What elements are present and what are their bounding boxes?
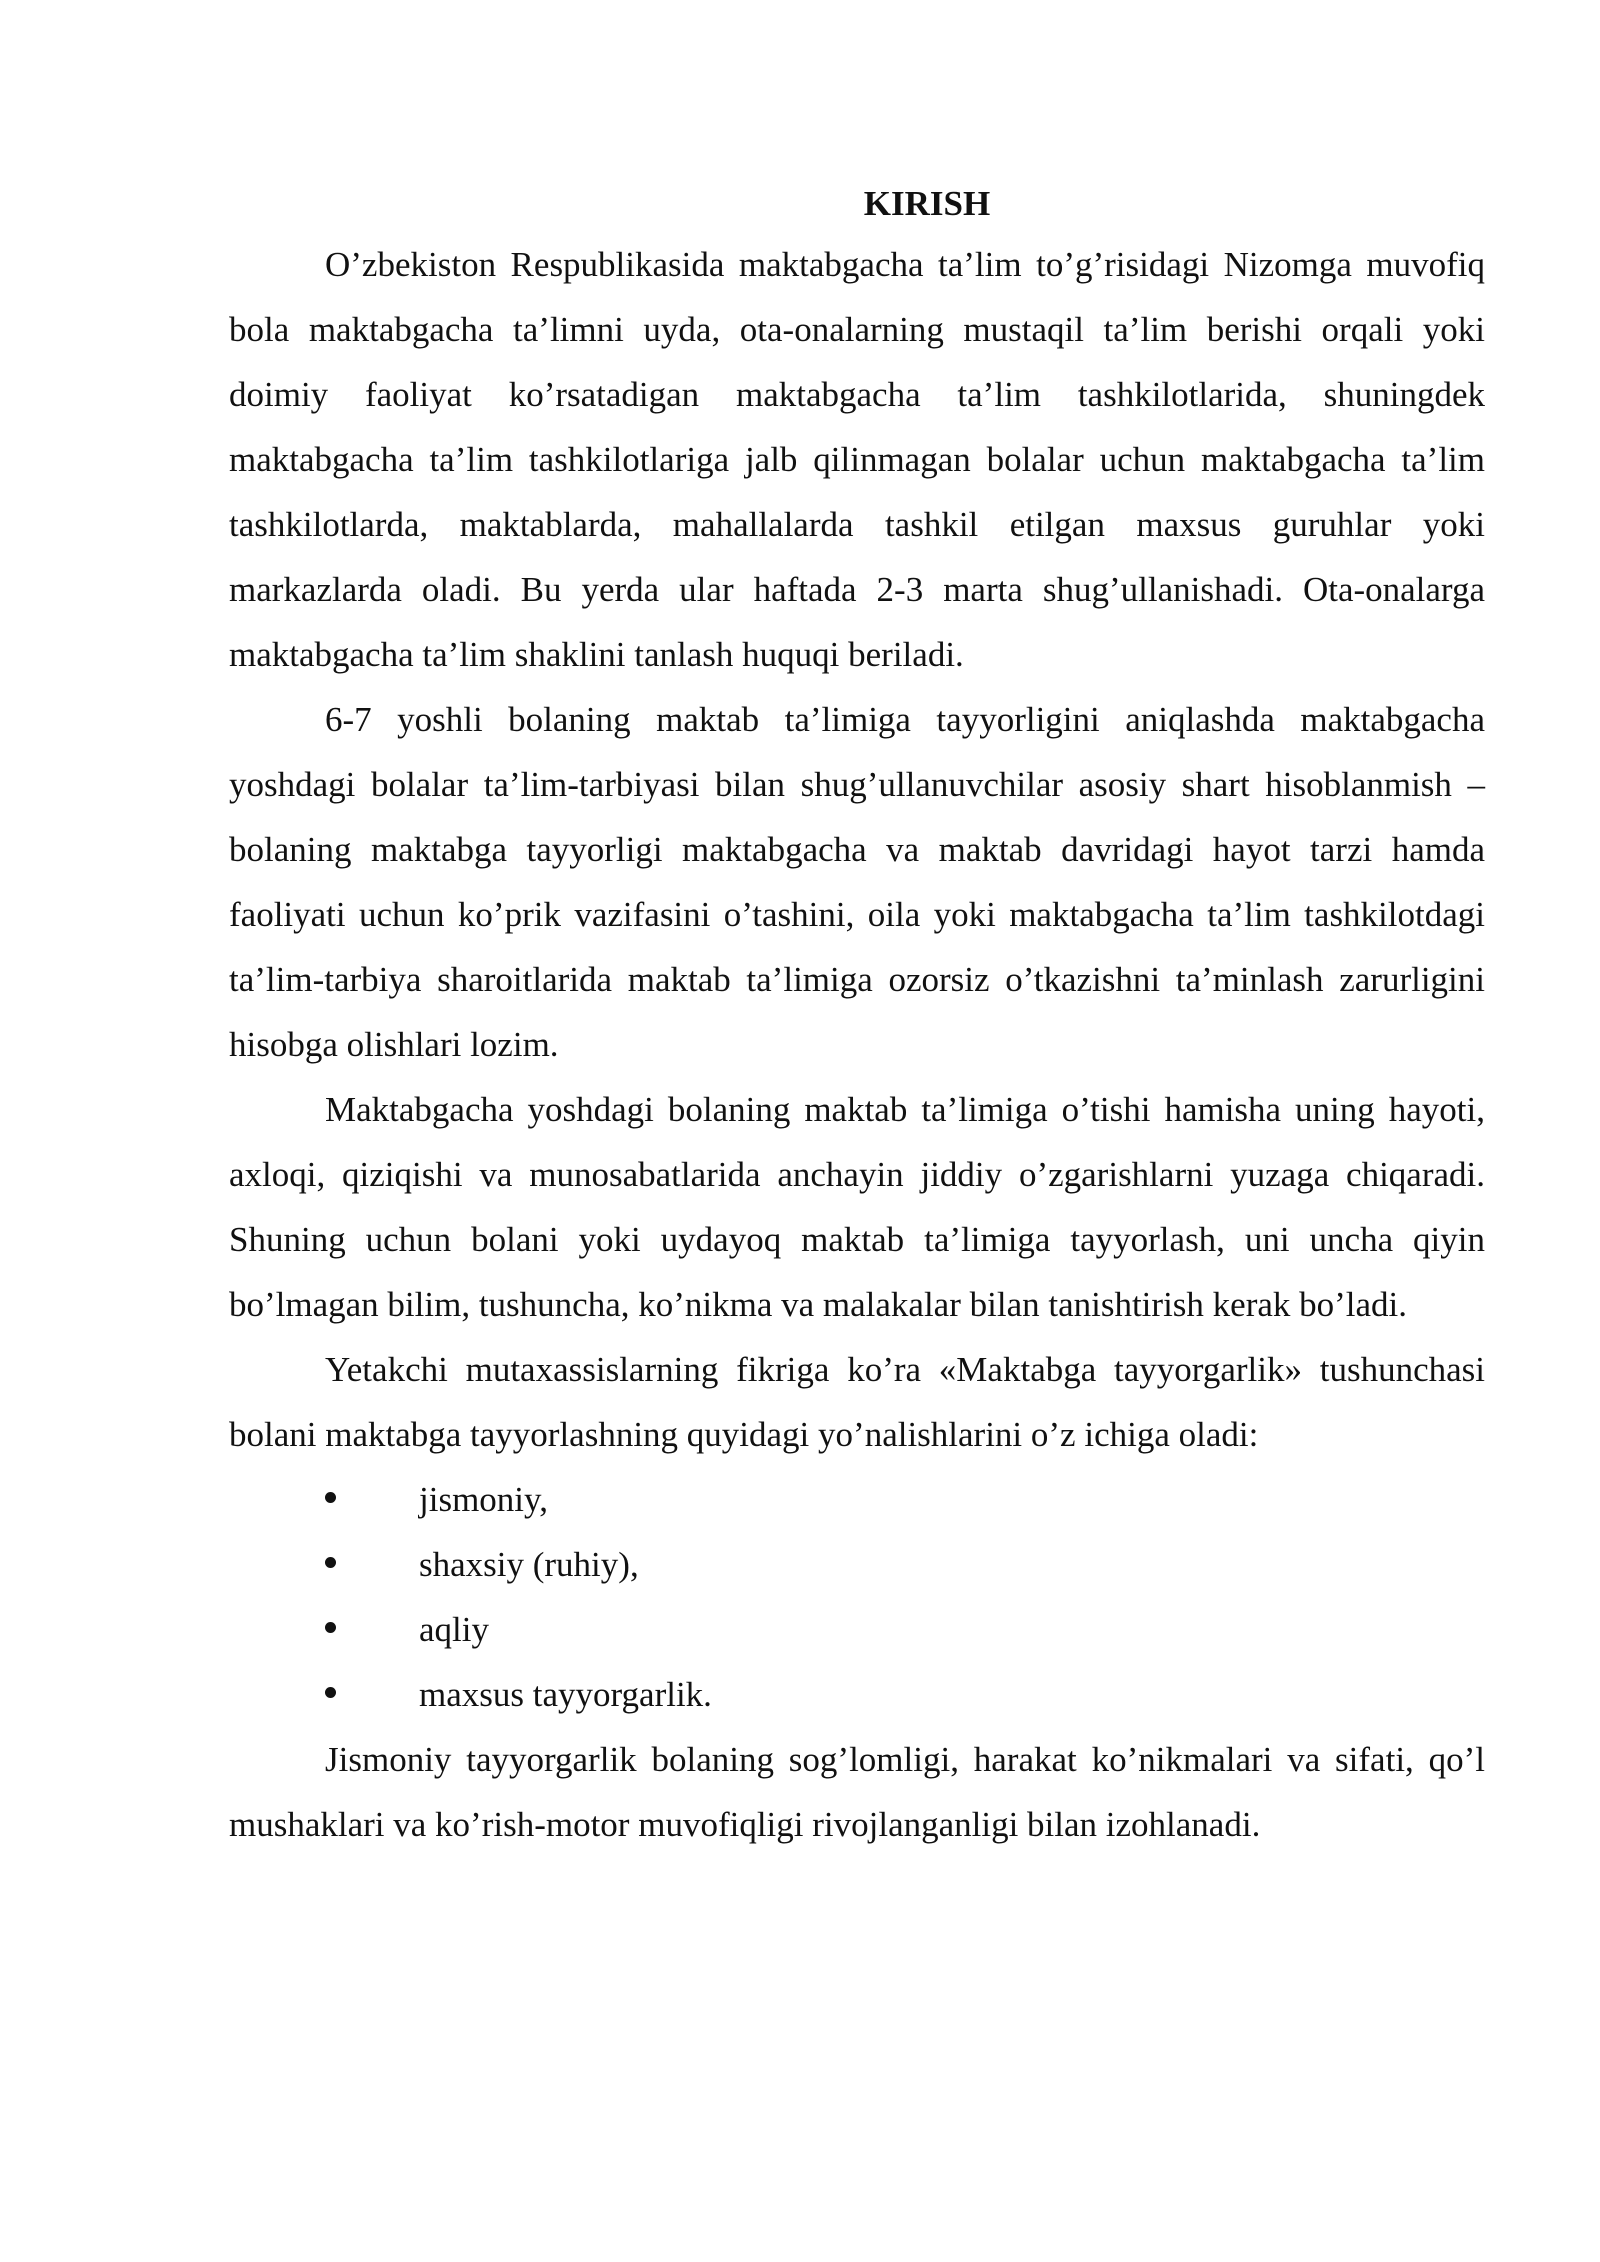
paragraph-4: Yetakchi mutaxassislarning fikriga ko’ra «Maktabga tayyorgarlik» tushunchasi bolani maktabga tayyorlashning quyidagi yo’nalishlarini o’z ichiga oladi: xyxy=(229,1350,1485,1454)
bullet-icon xyxy=(325,1492,336,1503)
list-item xyxy=(229,1662,1485,1727)
document-body xyxy=(229,176,1485,1857)
list-item xyxy=(229,1597,1485,1662)
bullet-icon xyxy=(325,1687,336,1698)
page-title: KIRISH xyxy=(863,184,991,223)
list-item xyxy=(229,1532,1485,1597)
paragraph-3: Maktabgacha yoshdagi bolaning maktab ta’limiga o’tishi hamisha uning hayoti, axloqi, qiziqishi va munosabatlarida anchayin jiddiy o’zgarishlarni yuzaga chiqaradi. Shuning uchun bolani yoki uydayoq maktab ta’limiga tayyorlash, uni uncha qiyin bo’lmagan bilim, tushuncha, ko’nikma va malakalar bilan tanishtirish kerak bo’ladi. xyxy=(229,1090,1485,1324)
bullet-icon xyxy=(325,1557,336,1568)
paragraph-2: 6-7 yoshli bolaning maktab ta’limiga tayyorligini aniqlashda maktabgacha yoshdagi bolalar ta’lim-tarbiyasi bilan shug’ullanuvchilar asosiy shart hisoblanmish – bolaning maktabga tayyorligi maktabgacha va maktab davridagi hayot tarzi hamda faoliyati uchun ko’prik vazifasini o’tashini, oila yoki maktabgacha ta’lim tashkilotdagi ta’lim-tarbiya sharoitlarida maktab ta’limiga ozorsiz o’tkazishni ta’minlash zarurligini hisobga olishlari lozim. xyxy=(229,700,1485,1064)
paragraph-1: O’zbekiston Respublikasida maktabgacha ta’lim to’g’risidagi Nizomga muvofiq bola maktabgacha ta’limni uyda, ota-onalarning mustaqil ta’lim berishi orqali yoki doimiy faoliyat ko’rsatadigan maktabgacha ta’lim tashkilotlarida, shuningdek maktabgacha ta’lim tashkilotlariga jalb qilinmagan bolalar uchun maktabgacha ta’lim tashkilotlarda, maktablarda, mahallalarda tashkil etilgan maxsus guruhlar yoki markazlarda oladi. Bu yerda ular haftada 2-3 marta shug’ullanishadi. Ota-onalarga maktabgacha ta’lim shaklini tanlash huquqi beriladi. xyxy=(229,245,1485,674)
list-item-text: maxsus tayyorgarlik. xyxy=(419,1675,712,1714)
bullet-icon xyxy=(325,1622,336,1633)
list-item-text: shaxsiy (ruhiy), xyxy=(419,1545,639,1584)
list-item-text: jismoniy, xyxy=(419,1480,548,1519)
list-item xyxy=(229,1467,1485,1532)
bullet-list xyxy=(229,1467,1485,1727)
list-item-text: aqliy xyxy=(419,1610,489,1649)
paragraph-5: Jismoniy tayyorgarlik bolaning sog’lomligi, harakat ko’nikmalari va sifati, qo’l mushaklari va ko’rish-motor muvofiqligi rivojlanganligi bilan izohlanadi. xyxy=(229,1740,1485,1844)
